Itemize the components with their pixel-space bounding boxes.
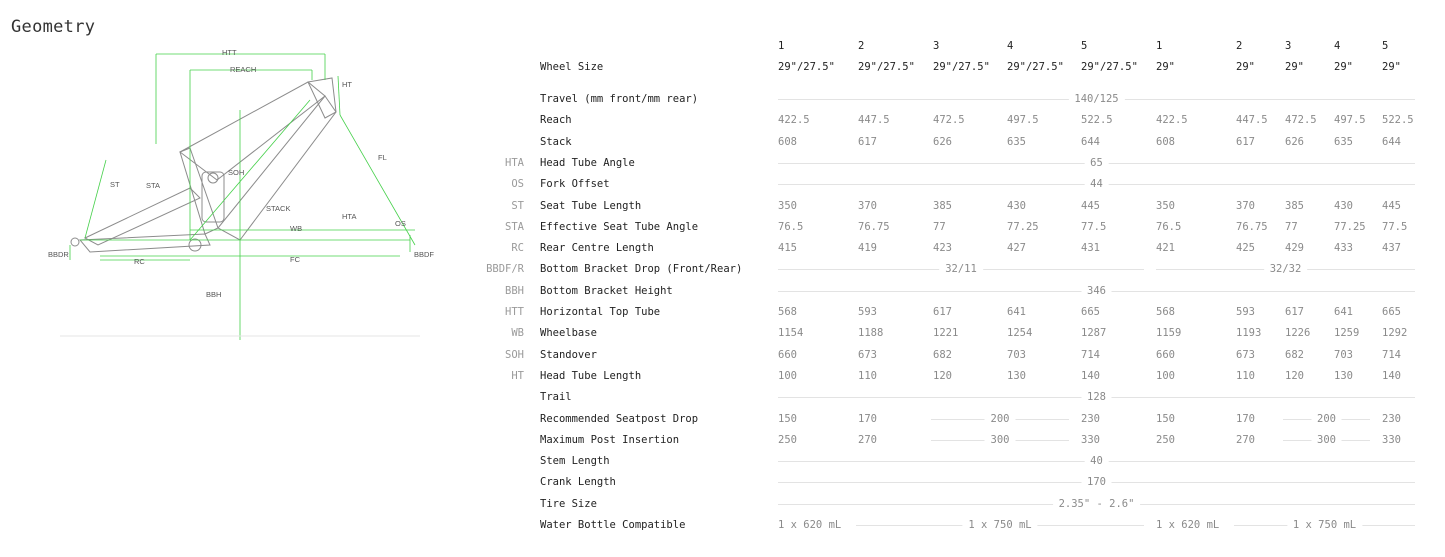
wheel-size-cell: 29" xyxy=(1236,61,1255,73)
dim-label-stack: STACK xyxy=(266,204,291,213)
merged-cell xyxy=(778,391,1415,403)
table-cell: 130 xyxy=(1007,370,1026,382)
merged-cell xyxy=(931,434,1069,446)
table-cell: 593 xyxy=(858,306,877,318)
table-cell: 77.5 xyxy=(1081,221,1107,233)
merged-cell-value: 65 xyxy=(1084,157,1109,169)
merged-cell xyxy=(1283,434,1370,446)
table-cell: 77.5 xyxy=(1382,221,1408,233)
table-cell: 110 xyxy=(1236,370,1255,382)
row-label: Reach xyxy=(540,114,572,126)
table-cell: 617 xyxy=(933,306,952,318)
merged-cell xyxy=(1156,263,1415,275)
merged-cell xyxy=(778,285,1415,297)
table-cell: 431 xyxy=(1081,242,1100,254)
merged-cell xyxy=(778,263,1144,275)
table-cell: 1226 xyxy=(1285,327,1311,339)
table-cell: 230 xyxy=(1081,413,1100,425)
table-cell: 1159 xyxy=(1156,327,1182,339)
merged-cell xyxy=(778,178,1415,190)
table-cell: 660 xyxy=(778,349,797,361)
table-cell: 1254 xyxy=(1007,327,1033,339)
table-cell: 472.5 xyxy=(933,114,965,126)
table-cell: 430 xyxy=(1007,200,1026,212)
dim-label-bbdf: BBDF xyxy=(414,250,435,259)
row-label: Horizontal Top Tube xyxy=(540,306,661,318)
table-cell: 635 xyxy=(1007,136,1026,148)
table-cell: 77 xyxy=(1285,221,1298,233)
table-cell: 77.25 xyxy=(1334,221,1366,233)
merged-cell-value: 1 x 750 mL xyxy=(1287,519,1362,531)
row-abbreviation: STA xyxy=(505,221,524,233)
row-label: Crank Length xyxy=(540,476,616,488)
table-cell: 130 xyxy=(1334,370,1353,382)
table-cell: 703 xyxy=(1334,349,1353,361)
dim-label-fc: FC xyxy=(290,255,300,264)
row-label: Bottom Bracket Drop (Front/Rear) xyxy=(540,263,743,275)
table-cell: 230 xyxy=(1382,413,1401,425)
row-abbreviation: BBH xyxy=(505,285,524,297)
row-label: Wheelbase xyxy=(540,327,597,339)
table-cell: 120 xyxy=(1285,370,1304,382)
dim-label-ht: HT xyxy=(342,80,352,89)
table-cell: 617 xyxy=(1236,136,1255,148)
merged-cell-value: 200 xyxy=(1311,413,1342,425)
row-label: Head Tube Angle xyxy=(540,157,635,169)
size-header: 4 xyxy=(1334,40,1341,52)
merged-cell-value: 300 xyxy=(1311,434,1342,446)
table-cell: 445 xyxy=(1081,200,1100,212)
row-label: Head Tube Length xyxy=(540,370,642,382)
table-cell: 100 xyxy=(1156,370,1175,382)
table-cell: 644 xyxy=(1081,136,1100,148)
merged-cell xyxy=(778,157,1415,169)
row-label: Standover xyxy=(540,349,597,361)
table-cell: 673 xyxy=(858,349,877,361)
row-abbreviation: WB xyxy=(511,327,524,339)
table-cell: 1 x 620 mL xyxy=(1156,519,1220,531)
merged-cell-value: 1 x 750 mL xyxy=(962,519,1037,531)
dim-label-bbh: BBH xyxy=(206,290,222,299)
table-cell: 497.5 xyxy=(1334,114,1366,126)
merged-cell-value: 40 xyxy=(1084,455,1109,467)
table-cell: 433 xyxy=(1334,242,1353,254)
merged-cell xyxy=(931,413,1069,425)
wheel-size-cell: 29"/27.5" xyxy=(1007,61,1064,73)
table-cell: 421 xyxy=(1156,242,1175,254)
table-cell: 140 xyxy=(1382,370,1401,382)
wheel-size-cell: 29"/27.5" xyxy=(933,61,990,73)
table-cell: 422.5 xyxy=(1156,114,1188,126)
wheel-size-cell: 29"/27.5" xyxy=(858,61,915,73)
merged-cell-value: 200 xyxy=(985,413,1016,425)
table-cell: 522.5 xyxy=(1382,114,1414,126)
table-cell: 1292 xyxy=(1382,327,1408,339)
row-abbreviation: HT xyxy=(511,370,524,382)
table-cell: 120 xyxy=(933,370,952,382)
row-label: Seat Tube Length xyxy=(540,200,642,212)
table-cell: 170 xyxy=(1236,413,1255,425)
table-cell: 714 xyxy=(1081,349,1100,361)
table-cell: 626 xyxy=(933,136,952,148)
merged-cell-value: 32/11 xyxy=(939,263,983,275)
merged-cell-value: 300 xyxy=(985,434,1016,446)
table-cell: 682 xyxy=(1285,349,1304,361)
table-cell: 415 xyxy=(778,242,797,254)
table-cell: 270 xyxy=(1236,434,1255,446)
table-cell: 673 xyxy=(1236,349,1255,361)
table-cell: 568 xyxy=(1156,306,1175,318)
table-cell: 110 xyxy=(858,370,877,382)
merged-cell-value: 44 xyxy=(1084,178,1109,190)
table-cell: 682 xyxy=(933,349,952,361)
table-cell: 522.5 xyxy=(1081,114,1113,126)
table-cell: 430 xyxy=(1334,200,1353,212)
dim-label-rc: RC xyxy=(134,257,145,266)
table-cell: 250 xyxy=(1156,434,1175,446)
table-cell: 76.5 xyxy=(778,221,804,233)
row-abbreviation: BBDF/R xyxy=(486,263,524,275)
dim-label-os: OS xyxy=(395,219,406,228)
table-cell: 437 xyxy=(1382,242,1401,254)
table-cell: 100 xyxy=(778,370,797,382)
row-abbreviation: RC xyxy=(511,242,524,254)
size-header: 2 xyxy=(858,40,865,52)
table-cell: 423 xyxy=(933,242,952,254)
merged-cell xyxy=(778,476,1415,488)
wheel-size-cell: 29"/27.5" xyxy=(1081,61,1138,73)
row-abbreviation: SOH xyxy=(505,349,524,361)
merged-cell xyxy=(778,93,1415,105)
table-cell: 1154 xyxy=(778,327,804,339)
table-cell: 1259 xyxy=(1334,327,1360,339)
merged-cell xyxy=(778,498,1415,510)
table-cell: 270 xyxy=(858,434,877,446)
size-header: 4 xyxy=(1007,40,1014,52)
table-cell: 1188 xyxy=(858,327,884,339)
row-label: Wheel Size xyxy=(540,61,604,73)
table-cell: 617 xyxy=(1285,306,1304,318)
table-cell: 419 xyxy=(858,242,877,254)
row-label: Effective Seat Tube Angle xyxy=(540,221,699,233)
size-header: 5 xyxy=(1081,40,1088,52)
table-cell: 714 xyxy=(1382,349,1401,361)
table-cell: 644 xyxy=(1382,136,1401,148)
table-cell: 1287 xyxy=(1081,327,1107,339)
table-cell: 385 xyxy=(933,200,952,212)
row-label: Fork Offset xyxy=(540,178,610,190)
row-label: Tire Size xyxy=(540,498,597,510)
table-cell: 665 xyxy=(1382,306,1401,318)
table-cell: 703 xyxy=(1007,349,1026,361)
table-cell: 665 xyxy=(1081,306,1100,318)
table-cell: 593 xyxy=(1236,306,1255,318)
table-cell: 608 xyxy=(1156,136,1175,148)
table-cell: 330 xyxy=(1081,434,1100,446)
dim-label-bbdr: BBDR xyxy=(48,250,69,259)
wheel-size-cell: 29" xyxy=(1334,61,1353,73)
table-cell: 635 xyxy=(1334,136,1353,148)
table-cell: 608 xyxy=(778,136,797,148)
table-cell: 1193 xyxy=(1236,327,1262,339)
table-cell: 77.25 xyxy=(1007,221,1039,233)
table-cell: 150 xyxy=(1156,413,1175,425)
merged-cell-value: 140/125 xyxy=(1068,93,1124,105)
wheel-size-cell: 29" xyxy=(1382,61,1401,73)
dim-label-fl: FL xyxy=(378,153,387,162)
table-cell: 445 xyxy=(1382,200,1401,212)
row-label: Trail xyxy=(540,391,572,403)
row-label: Recommended Seatpost Drop xyxy=(540,413,699,425)
row-label: Stem Length xyxy=(540,455,610,467)
row-abbreviation: HTT xyxy=(505,306,524,318)
table-cell: 76.75 xyxy=(1236,221,1268,233)
table-cell: 641 xyxy=(1007,306,1026,318)
table-cell: 250 xyxy=(778,434,797,446)
size-header: 3 xyxy=(1285,40,1292,52)
row-label: Rear Centre Length xyxy=(540,242,654,254)
row-label: Travel (mm front/mm rear) xyxy=(540,93,699,105)
table-cell: 1221 xyxy=(933,327,959,339)
table-cell: 1 x 620 mL xyxy=(778,519,842,531)
table-cell: 350 xyxy=(778,200,797,212)
merged-cell xyxy=(1234,519,1415,531)
merged-cell-value: 170 xyxy=(1081,476,1112,488)
table-cell: 150 xyxy=(778,413,797,425)
table-cell: 641 xyxy=(1334,306,1353,318)
dim-label-st: ST xyxy=(110,180,120,189)
table-cell: 447.5 xyxy=(858,114,890,126)
table-cell: 472.5 xyxy=(1285,114,1317,126)
merged-cell-value: 346 xyxy=(1081,285,1112,297)
table-cell: 617 xyxy=(858,136,877,148)
merged-cell xyxy=(856,519,1144,531)
size-header: 1 xyxy=(778,40,785,52)
table-cell: 140 xyxy=(1081,370,1100,382)
table-cell: 77 xyxy=(933,221,946,233)
table-cell: 447.5 xyxy=(1236,114,1268,126)
row-label: Water Bottle Compatible xyxy=(540,519,686,531)
row-abbreviation: HTA xyxy=(505,157,524,169)
row-label: Maximum Post Insertion xyxy=(540,434,680,446)
table-cell: 170 xyxy=(858,413,877,425)
table-cell: 76.75 xyxy=(858,221,890,233)
dim-label-soh: SOH xyxy=(228,168,245,177)
table-cell: 422.5 xyxy=(778,114,810,126)
table-cell: 425 xyxy=(1236,242,1255,254)
merged-cell xyxy=(778,455,1415,467)
size-header: 3 xyxy=(933,40,940,52)
table-cell: 429 xyxy=(1285,242,1304,254)
merged-cell-value: 32/32 xyxy=(1264,263,1308,275)
wheel-size-cell: 29" xyxy=(1156,61,1175,73)
table-cell: 660 xyxy=(1156,349,1175,361)
page-title: Geometry xyxy=(11,17,96,37)
row-abbreviation: ST xyxy=(511,200,524,212)
dim-label-hta: HTA xyxy=(342,212,357,221)
merged-cell xyxy=(1283,413,1370,425)
dim-label-reach: REACH xyxy=(230,65,257,74)
table-cell: 497.5 xyxy=(1007,114,1039,126)
table-cell: 385 xyxy=(1285,200,1304,212)
table-cell: 76.5 xyxy=(1156,221,1182,233)
row-abbreviation: OS xyxy=(511,178,524,190)
table-cell: 330 xyxy=(1382,434,1401,446)
wheel-size-cell: 29"/27.5" xyxy=(778,61,835,73)
dim-label-htt: HTT xyxy=(222,48,237,57)
table-cell: 626 xyxy=(1285,136,1304,148)
size-header: 2 xyxy=(1236,40,1243,52)
size-header: 5 xyxy=(1382,40,1389,52)
table-cell: 427 xyxy=(1007,242,1026,254)
merged-cell-value: 2.35" - 2.6" xyxy=(1053,498,1141,510)
table-cell: 350 xyxy=(1156,200,1175,212)
dim-label-sta: STA xyxy=(146,181,161,190)
table-cell: 370 xyxy=(1236,200,1255,212)
row-label: Bottom Bracket Height xyxy=(540,285,673,297)
row-label: Stack xyxy=(540,136,572,148)
wheel-size-cell: 29" xyxy=(1285,61,1304,73)
table-cell: 370 xyxy=(858,200,877,212)
merged-cell-value: 128 xyxy=(1081,391,1112,403)
dim-label-wb: WB xyxy=(290,224,303,233)
table-cell: 568 xyxy=(778,306,797,318)
size-header: 1 xyxy=(1156,40,1163,52)
